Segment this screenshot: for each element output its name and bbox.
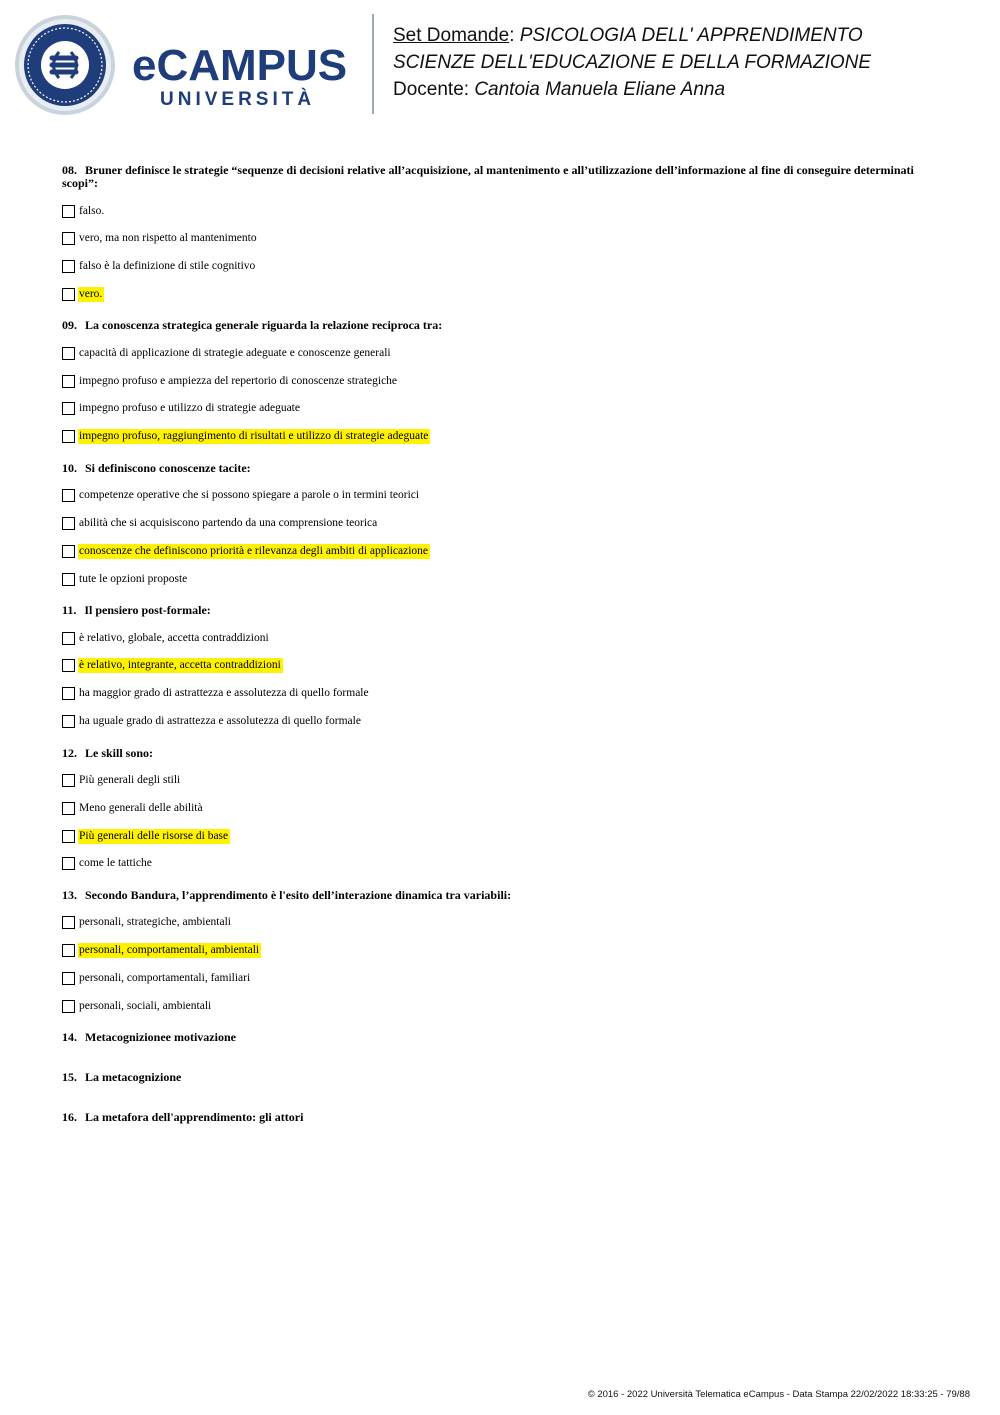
question-title xyxy=(62,164,942,190)
checkbox[interactable] xyxy=(62,430,75,443)
question-number: 16. xyxy=(62,1110,77,1125)
question-0 xyxy=(62,164,942,302)
checkbox[interactable] xyxy=(62,802,75,815)
question-5 xyxy=(62,889,942,1014)
checkbox[interactable] xyxy=(62,830,75,843)
checkbox[interactable] xyxy=(62,857,75,870)
answer-option[interactable] xyxy=(62,571,942,587)
question-title xyxy=(62,889,942,902)
checkbox[interactable] xyxy=(62,715,75,728)
teacher-label: Docente: xyxy=(393,79,470,100)
open-question-1 xyxy=(62,1071,942,1084)
answer-text: competenze operative che si possono spiegare a parole o in termini teorici xyxy=(79,489,420,502)
answer-text-highlighted: vero. xyxy=(79,287,103,300)
answer-text: tute le opzioni proposte xyxy=(79,572,188,585)
checkbox[interactable] xyxy=(62,402,75,415)
answer-option[interactable] xyxy=(62,943,942,959)
open-question-0 xyxy=(62,1031,942,1044)
answer-option[interactable] xyxy=(62,714,942,730)
answer-text: impegno profuso e ampiezza del repertorio di conoscenze strategiche xyxy=(79,374,398,387)
question-number: 14. xyxy=(62,1030,77,1045)
teacher-name: Cantoia Manuela Eliane Anna xyxy=(474,79,726,100)
set-label: Set Domande xyxy=(393,25,510,46)
checkbox[interactable] xyxy=(62,916,75,929)
answer-text: ha uguale grado di astrattezza e assolutezza di quello formale xyxy=(79,715,361,728)
question-text: Metacognizionee motivazione xyxy=(85,1030,236,1045)
logo-subtitle: UNIVERSITÀ xyxy=(160,89,316,110)
question-text: La metafora dell'apprendimento: gli attori xyxy=(85,1110,304,1125)
question-2 xyxy=(62,462,942,587)
answer-option[interactable] xyxy=(62,259,942,275)
checkbox[interactable] xyxy=(62,659,75,672)
set-title: PSICOLOGIA DELL' APPRENDIMENTO xyxy=(519,25,863,46)
answer-text: personali, strategiche, ambientali xyxy=(79,916,231,929)
question-title xyxy=(62,319,942,332)
answer-option[interactable] xyxy=(62,488,942,504)
answer-text: abilità che si acquisiscono partendo da una comprensione teorica xyxy=(79,517,378,530)
question-text: La metacognizione xyxy=(85,1070,182,1085)
answer-option[interactable] xyxy=(62,543,942,559)
question-text: La conoscenza strategica generale riguarda la relazione reciproca tra: xyxy=(85,318,443,333)
answer-option[interactable] xyxy=(62,998,942,1014)
question-3 xyxy=(62,604,942,729)
answer-option[interactable] xyxy=(62,630,942,646)
question-text: Si definiscono conoscenze tacite: xyxy=(85,460,251,475)
checkbox[interactable] xyxy=(62,260,75,273)
question-number: 09. xyxy=(62,318,77,333)
checkbox[interactable] xyxy=(62,944,75,957)
answer-option[interactable] xyxy=(62,373,942,389)
checkbox[interactable] xyxy=(62,1000,75,1013)
question-number: 15. xyxy=(62,1070,77,1085)
ecampus-logo xyxy=(14,14,359,118)
answer-text: è relativo, globale, accetta contraddizioni xyxy=(79,631,269,644)
question-number: 12. xyxy=(62,745,77,760)
answer-text-highlighted: conoscenze che definiscono priorità e rilevanza degli ambiti di applicazione xyxy=(79,544,429,557)
answer-option[interactable] xyxy=(62,345,942,361)
answer-option[interactable] xyxy=(62,686,942,702)
question-title xyxy=(62,462,942,475)
answer-option[interactable] xyxy=(62,828,942,844)
checkbox[interactable] xyxy=(62,573,75,586)
answer-text: falso. xyxy=(79,204,105,217)
question-title xyxy=(62,747,942,760)
checkbox[interactable] xyxy=(62,232,75,245)
answer-text: personali, sociali, ambientali xyxy=(79,999,212,1012)
answer-text-highlighted: impegno profuso, raggiungimento di risultati e utilizzo di strategie adeguate xyxy=(79,430,429,443)
question-number: 11. xyxy=(62,603,77,618)
answer-option[interactable] xyxy=(62,429,942,445)
checkbox[interactable] xyxy=(62,972,75,985)
page-header xyxy=(0,0,1000,130)
open-question-2 xyxy=(62,1111,942,1124)
answer-text: capacità di applicazione di strategie adeguate e conoscenze generali xyxy=(79,346,391,359)
answer-option[interactable] xyxy=(62,856,942,872)
answer-option[interactable] xyxy=(62,800,942,816)
answer-text-highlighted: Più generali delle risorse di base xyxy=(79,829,229,842)
answer-text: ha maggior grado di astrattezza e assolutezza di quello formale xyxy=(79,687,369,700)
answer-option[interactable] xyxy=(62,231,942,247)
header-info xyxy=(393,22,871,103)
set-line: Set Domande: PSICOLOGIA DELL' APPRENDIMENTO xyxy=(393,25,863,46)
checkbox[interactable] xyxy=(62,375,75,388)
question-text: Il pensiero post-formale: xyxy=(84,603,211,618)
answer-text: Meno generali delle abilità xyxy=(79,801,203,814)
checkbox[interactable] xyxy=(62,774,75,787)
question-number: 10. xyxy=(62,460,77,475)
question-number: 08. xyxy=(62,163,77,177)
question-text: Le skill sono: xyxy=(85,745,154,760)
answer-text: vero, ma non rispetto al mantenimento xyxy=(79,232,257,245)
mc-questions xyxy=(62,164,942,1014)
answer-text: personali, comportamentali, familiari xyxy=(79,972,251,985)
answer-text: Più generali degli stili xyxy=(79,774,181,787)
page-footer: © 2016 - 2022 Università Telematica eCampus - Data Stampa 22/02/2022 18:33:25 - 79/88 xyxy=(587,1389,970,1400)
question-1 xyxy=(62,319,942,444)
checkbox[interactable] xyxy=(62,687,75,700)
answer-option[interactable] xyxy=(62,203,942,219)
answer-option[interactable] xyxy=(62,286,942,302)
checkbox[interactable] xyxy=(62,489,75,502)
checkbox[interactable] xyxy=(62,517,75,530)
checkbox[interactable] xyxy=(62,632,75,645)
answer-option[interactable] xyxy=(62,516,942,532)
question-list xyxy=(62,164,942,1151)
answer-option[interactable] xyxy=(62,773,942,789)
answer-option[interactable] xyxy=(62,658,942,674)
teacher-line xyxy=(393,76,871,103)
answer-text-highlighted: personali, comportamentali, ambientali xyxy=(79,944,260,957)
question-number: 13. xyxy=(62,887,77,902)
question-text: Bruner definisce le strategie “sequenze di decisioni relative all’acquisizione, al mantenimento e all’utilizzazione dell’informazione al fine di conseguire determinati scopi”: xyxy=(62,163,914,190)
logo-wordmark: eCAMPUS xyxy=(132,41,348,90)
checkbox[interactable] xyxy=(62,545,75,558)
header-divider xyxy=(372,14,374,114)
answer-text-highlighted: è relativo, integrante, accetta contraddizioni xyxy=(79,659,281,672)
question-4 xyxy=(62,747,942,872)
checkbox[interactable] xyxy=(62,205,75,218)
checkbox[interactable] xyxy=(62,347,75,360)
answer-text: impegno profuso e utilizzo di strategie adeguate xyxy=(79,402,300,415)
answer-option[interactable] xyxy=(62,915,942,931)
answer-option[interactable] xyxy=(62,971,942,987)
seal-icon xyxy=(14,14,116,116)
answer-text: falso è la definizione di stile cognitivo xyxy=(79,260,256,273)
answer-option[interactable] xyxy=(62,401,942,417)
open-questions xyxy=(62,1031,942,1124)
checkbox[interactable] xyxy=(62,288,75,301)
question-text: Secondo Bandura, l’apprendimento è l'esito dell’interazione dinamica tra variabili: xyxy=(85,887,512,902)
question-title xyxy=(62,604,942,617)
answer-text: come le tattiche xyxy=(79,857,152,870)
course-name: SCIENZE DELL'EDUCAZIONE E DELLA FORMAZIONE xyxy=(393,52,872,73)
